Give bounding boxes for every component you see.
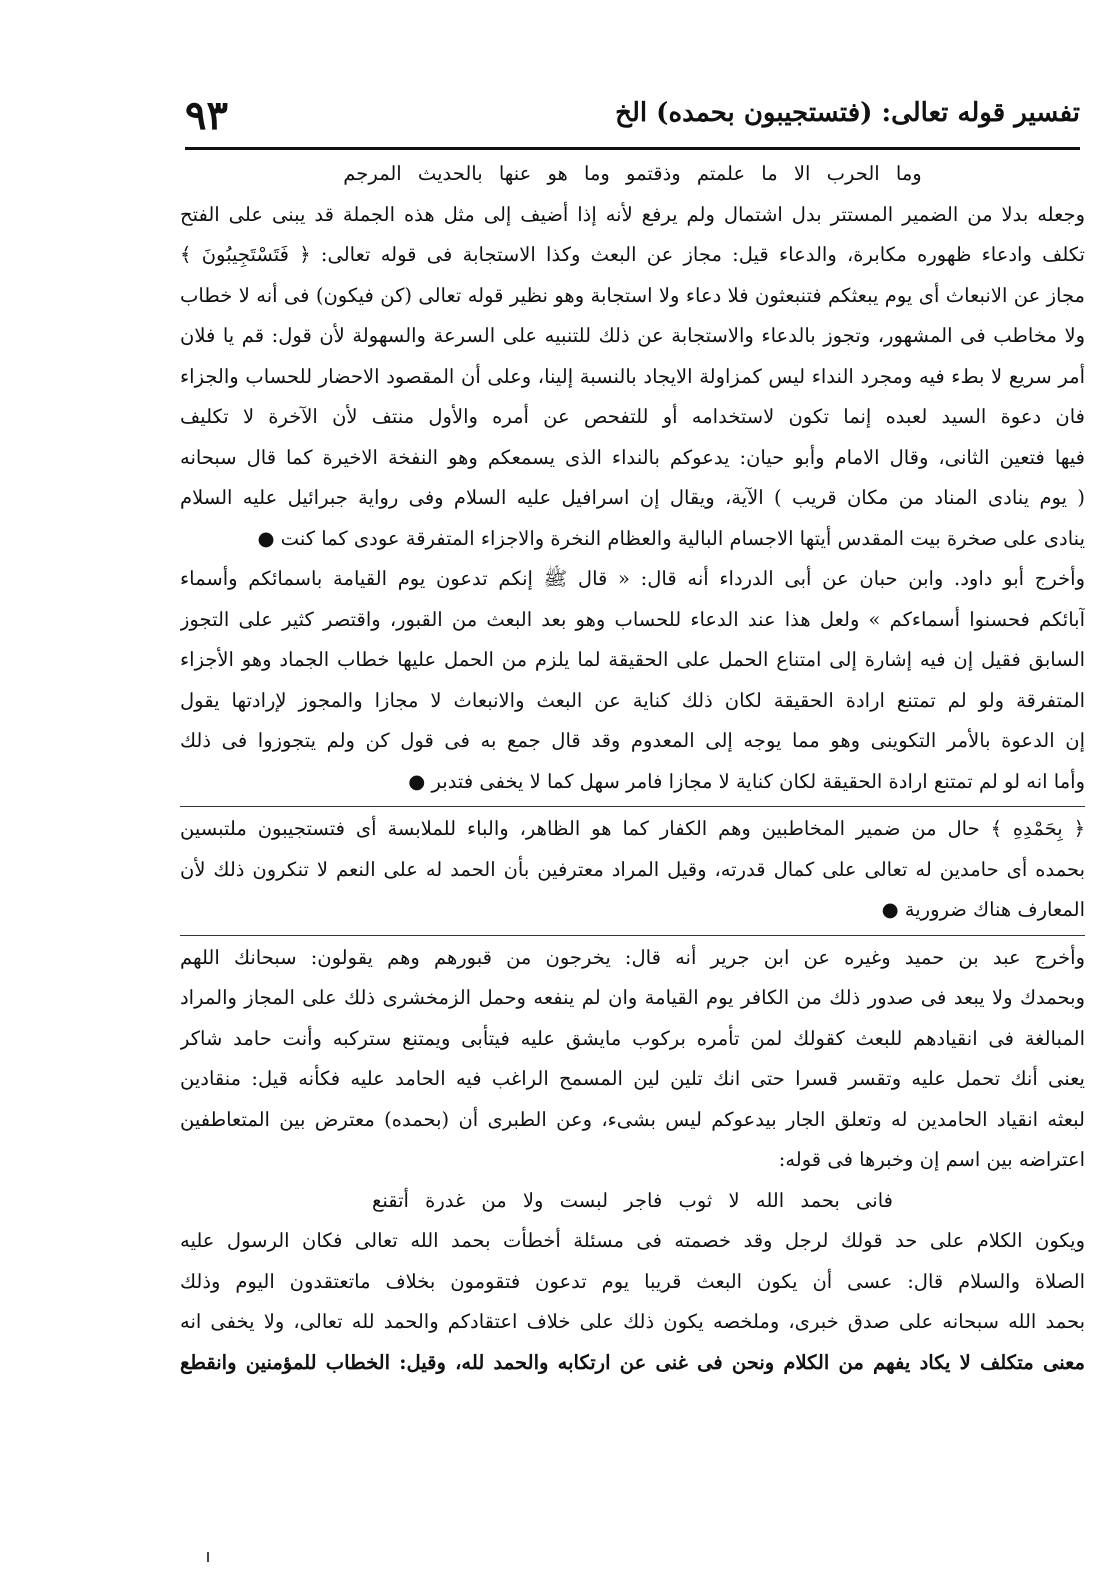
paragraph-separator — [180, 806, 1085, 807]
text-line: وأخرج عبد بن حميد وغيره عن ابن جرير أنه قال: يخرجون من قبورهم وهم يقولون: سبحانك اللهم — [180, 945, 1085, 969]
verse-line: فانى بحمد الله لا ثوب فاجر لبست ولا من غدرة أتقنع — [371, 1188, 893, 1212]
running-title: تفسير قوله تعالى: (فتستجيبون بحمده) الخ — [615, 98, 1080, 128]
text-line: المعارف هناك ضرورية ● — [881, 898, 1085, 921]
text-line: السابق فقيل إن فيه إشارة إلى امتناع الحمل على الحقيقة لما يلزم من الحمل عليها خطاب الجماد وهو الأجزاء — [180, 648, 1085, 671]
text-line: إن الدعوة بالأمر التكوينى وهو مما يوجه إلى المعدوم وقد قال جمع به فى قول كن ولم يتجوزوا فى ذلك — [180, 729, 1085, 752]
text-line: المتفرقة ولو لم تمتنع ارادة الحقيقة لكان ذلك كناية عن البعث والانبعاث لا مجازا والمجوز لإرادتها يقول — [180, 688, 1085, 712]
page-number: ٩٣ — [185, 92, 228, 139]
text-line: ﴿ بِحَمْدِهِ ﴾ حال من ضمير المخاطبين وهم الكفار كما هو الظاهر، والباء للملابسة أى فتستجيبون ملتبسين — [180, 817, 1085, 840]
text-line: ويكون الكلام على حد قولك لرجل وقد خصمته فى مسئلة أخطأت بحمد الله تعالى فكان الرسول عليه — [180, 1229, 1085, 1252]
page-header — [185, 92, 1080, 142]
text-line: آبائكم فحسنوا أسماءكم » ولعل هذا عند الدعاء للحساب وهو بعد البعث من القبور، واقتصر كثير على التجوز — [180, 607, 1085, 631]
text-line: لبعثه انقياد الحامدين له وتعلق الجار بيدعوكم ليس بشىء، وعن الطبرى أن (بحمده) معترض بين المتعاطفين — [180, 1107, 1085, 1131]
page-body — [180, 154, 1085, 1383]
text-line: الصلاة والسلام قال: عسى أن يكون البعث قريبا يوم تدعون فتقومون بخلاف ماتعتقدون اليوم وذلك — [180, 1269, 1085, 1293]
text-line: فيها فتعين الثانى، وقال الامام وأبو حيان: يدعوكم بالنداء الذى يسمعكم وهو النفخة الاخيرة كما قال سبحانه — [180, 445, 1085, 469]
text-line: أمر سريع لا بطء فيه ومجرد النداء ليس كمزاولة الايجاد بالنسبة إلينا، وعلى أن المقصود الاحضار للحساب والجزاء — [180, 364, 1085, 388]
text-line: ولا مخاطب فى المشهور، وتجوز بالدعاء والاستجابة عن ذلك للتنبيه على السرعة والسهولة لأن قول: قم يا فلان — [180, 324, 1085, 347]
text-line: معنى متكلف لا يكاد يفهم من الكلام ونحن فى غنى عن ارتكابه والحمد لله، وقيل: الخطاب للمؤمنين وانقطع — [180, 1350, 1085, 1374]
header-rule — [185, 147, 1080, 150]
text-line: وأخرج أبو داود. وابن حبان عن أبى الدرداء أنه قال: « قال ﷺ إنكم تدعون يوم القيامة باسمائكم وأسماء — [180, 567, 1085, 590]
text-line: وجعله بدلا من الضمير المستتر بدل اشتمال ولم يرفع لأنه إذا أضيف إلى مثل هذه الجملة قد يبنى على الفتح — [180, 202, 1085, 226]
text-line: اعتراضه بين اسم إن وخبرها فى قوله: — [778, 1148, 1085, 1171]
scan-mark — [207, 1552, 209, 1562]
text-line: وأما انه لو لم تمتنع ارادة الحقيقة لكان كناية لا مجازا فامر سهل كما لا يخفى فتدبر ● — [408, 769, 1085, 793]
text-line: ينادى على صخرة بيت المقدس أيتها الاجسام البالية والعظام النخرة والاجزاء المتفرقة عودى كما كنت ● — [257, 526, 1085, 550]
text-line: بحمده أى حامدين له تعالى على كمال قدرته، وقيل المراد معترفين بأن الحمد له على النعم لا تنكرون ذلك لأن — [180, 857, 1085, 881]
text-line: تكلف وادعاء ظهوره مكابرة، والدعاء قيل: مجاز عن البعث وكذا الاستجابة فى قوله تعالى: ﴿ فَتَسْتَجِيبُونَ ﴾ — [180, 243, 1085, 266]
text-line: فان دعوة السيد لعبده إنما تكون لاستخدامه أو للتفحص عن أمره والأول منتف لأن الآخرة لا تكليف — [180, 405, 1085, 428]
text-line: مجاز عن الانبعاث أى يوم يبعثكم فتنبعثون فلا دعاء ولا استجابة وهو نظير قوله تعالى (كن فيكون) فى أنه لا خطاب — [180, 283, 1085, 307]
text-line: وبحمدك ولا يبعد فى صدور ذلك من الكافر يوم القيامة وان لم ينفعه وحمل الزمخشرى ذلك على المجاز والمراد — [180, 986, 1085, 1009]
text-line: يعنى أنك تحمل عليه وتقسر قسرا حتى انك تلين لين المسمح الراغب فيه الحامد عليه فكأنه قيل: منقادين — [180, 1067, 1085, 1090]
text-line: ( يوم ينادى المناد من مكان قريب ) الآية، ويقال إن اسرافيل عليه السلام وفى رواية جبرائيل عليه السلام — [180, 486, 1085, 509]
paragraph-separator — [180, 935, 1085, 936]
verse-line: وما الحرب الا ما علمتم وذقتمو وما هو عنها بالحديث المرجم — [343, 162, 922, 185]
text-line: بحمد الله سبحانه على صدق خبرى، وملخصه يكون ذلك على خلاف اعتقادكم والحمد لله تعالى، ولا يخفى انه — [180, 1310, 1085, 1333]
text-line: المبالغة فى انقيادهم للبعث كقولك لمن تأمره بركوب مايشق عليه فيتأبى ويمتنع ستركبه وأنت حامد شاكر — [180, 1026, 1085, 1050]
